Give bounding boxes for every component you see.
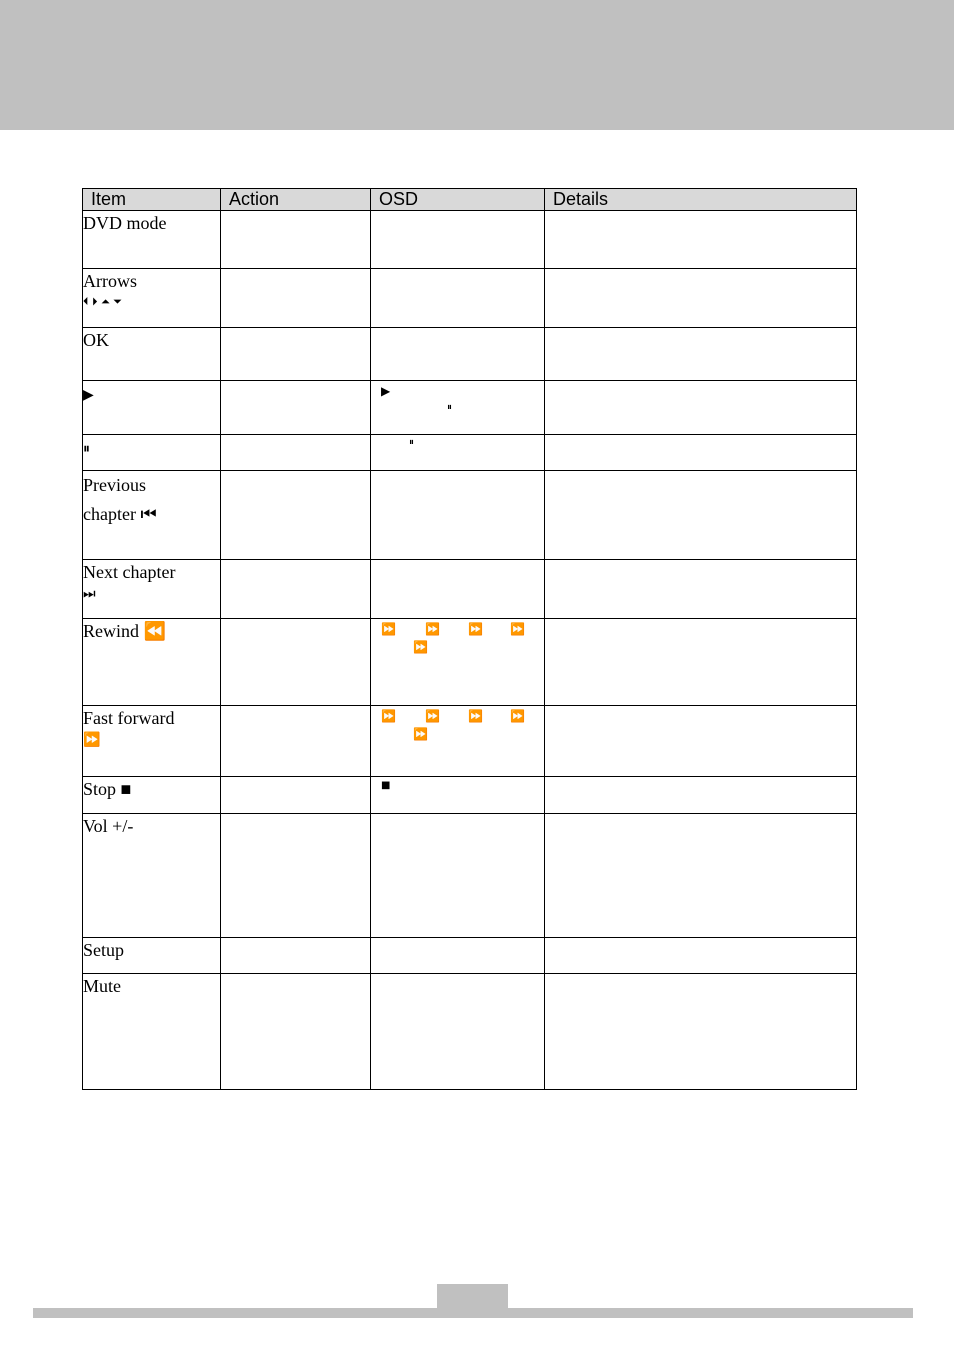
table-row bbox=[83, 328, 857, 381]
item-cell bbox=[83, 974, 221, 1090]
osd-cell bbox=[371, 777, 545, 814]
pause-icon: ⏸ bbox=[447, 402, 452, 413]
action-cell bbox=[221, 938, 371, 974]
osd-cell bbox=[371, 619, 545, 706]
page-number-tab bbox=[437, 1284, 508, 1310]
table-row bbox=[83, 938, 857, 974]
pause-icon: ⏸ bbox=[83, 441, 90, 457]
osd-cell bbox=[371, 560, 545, 619]
item-cell bbox=[83, 777, 221, 814]
action-cell bbox=[221, 974, 371, 1090]
details-cell bbox=[545, 269, 857, 328]
osd-cell bbox=[371, 706, 545, 777]
item-cell bbox=[83, 471, 221, 560]
item-cell bbox=[83, 560, 221, 619]
speed-icon: ⏩ bbox=[468, 622, 483, 636]
details-cell bbox=[545, 328, 857, 381]
next-chapter-icon: ⏭ bbox=[83, 586, 96, 603]
item-cell bbox=[83, 435, 221, 471]
action-cell bbox=[221, 560, 371, 619]
details-cell bbox=[545, 471, 857, 560]
speed-icon: ⏩ bbox=[468, 709, 483, 723]
controls-table bbox=[82, 188, 857, 1090]
item-cell bbox=[83, 814, 221, 938]
details-cell bbox=[545, 381, 857, 435]
action-cell bbox=[221, 814, 371, 938]
item-cell bbox=[83, 619, 221, 706]
details-cell bbox=[545, 706, 857, 777]
table-row bbox=[83, 619, 857, 706]
item-cell bbox=[83, 269, 221, 328]
speed-icon: ⏩ bbox=[425, 709, 440, 723]
details-cell bbox=[545, 435, 857, 471]
fast-forward-icon: ⏩ bbox=[83, 732, 101, 749]
item-cell bbox=[83, 328, 221, 381]
table-row bbox=[83, 471, 857, 560]
play-icon: ▶ bbox=[381, 384, 391, 398]
speed-icon: ⏩ bbox=[381, 622, 396, 636]
speed-icon: ⏩ bbox=[413, 640, 428, 654]
pause-icon: ⏸ bbox=[409, 437, 414, 448]
osd-cell bbox=[371, 381, 545, 435]
details-cell bbox=[545, 974, 857, 1090]
osd-cell bbox=[371, 471, 545, 560]
details-cell bbox=[545, 938, 857, 974]
speed-icon: ⏩ bbox=[510, 622, 525, 636]
column-header-details: Details bbox=[545, 189, 857, 211]
table-header-row bbox=[83, 189, 857, 211]
action-cell bbox=[221, 211, 371, 269]
item-label: Stop ■ bbox=[83, 779, 132, 799]
action-cell bbox=[221, 706, 371, 777]
osd-cell bbox=[371, 938, 545, 974]
footer-bar bbox=[33, 1308, 913, 1318]
item-label: Fast forward bbox=[83, 708, 175, 728]
header-band bbox=[0, 0, 954, 130]
osd-cell bbox=[371, 328, 545, 381]
action-cell bbox=[221, 381, 371, 435]
item-label: Rewind ⏪ bbox=[83, 621, 166, 641]
play-icon: ▶ bbox=[83, 387, 94, 403]
action-cell bbox=[221, 435, 371, 471]
item-label: Setup bbox=[83, 940, 125, 960]
table-row bbox=[83, 211, 857, 269]
osd-cell bbox=[371, 814, 545, 938]
item-cell bbox=[83, 211, 221, 269]
stop-icon: ■ bbox=[381, 780, 391, 791]
column-header-action: Action bbox=[221, 189, 371, 211]
action-cell bbox=[221, 471, 371, 560]
table-row bbox=[83, 974, 857, 1090]
table-row bbox=[83, 560, 857, 619]
column-header-item: Item bbox=[83, 189, 221, 211]
details-cell bbox=[545, 560, 857, 619]
item-label: Mute bbox=[83, 976, 121, 996]
table-row bbox=[83, 814, 857, 938]
table-row bbox=[83, 269, 857, 328]
details-cell bbox=[545, 777, 857, 814]
item-cell bbox=[83, 706, 221, 777]
item-label: OK bbox=[83, 330, 109, 350]
item-cell bbox=[83, 938, 221, 974]
details-cell bbox=[545, 211, 857, 269]
action-cell bbox=[221, 619, 371, 706]
table-row bbox=[83, 777, 857, 814]
table-row bbox=[83, 435, 857, 471]
table-row bbox=[83, 706, 857, 777]
speed-icon: ⏩ bbox=[510, 709, 525, 723]
item-label: Arrows bbox=[83, 271, 137, 291]
item-cell bbox=[83, 381, 221, 435]
action-cell bbox=[221, 328, 371, 381]
osd-cell bbox=[371, 269, 545, 328]
item-label-line2: chapter ⏮ bbox=[83, 504, 157, 524]
item-label: Vol +/- bbox=[83, 816, 134, 836]
details-cell bbox=[545, 619, 857, 706]
item-label: DVD mode bbox=[83, 213, 167, 233]
action-cell bbox=[221, 777, 371, 814]
item-label: Next chapter bbox=[83, 562, 176, 582]
speed-icon: ⏩ bbox=[381, 709, 396, 723]
action-cell bbox=[221, 269, 371, 328]
speed-icon: ⏩ bbox=[413, 727, 428, 741]
arrow-keys-icon: ⏴ ⏵ ⏶ ⏷ bbox=[83, 295, 123, 309]
speed-icon: ⏩ bbox=[425, 622, 440, 636]
item-label: Previous bbox=[83, 475, 146, 495]
osd-cell bbox=[371, 211, 545, 269]
osd-cell bbox=[371, 974, 545, 1090]
table-row bbox=[83, 381, 857, 435]
column-header-osd: OSD bbox=[371, 189, 545, 211]
details-cell bbox=[545, 814, 857, 938]
osd-cell bbox=[371, 435, 545, 471]
